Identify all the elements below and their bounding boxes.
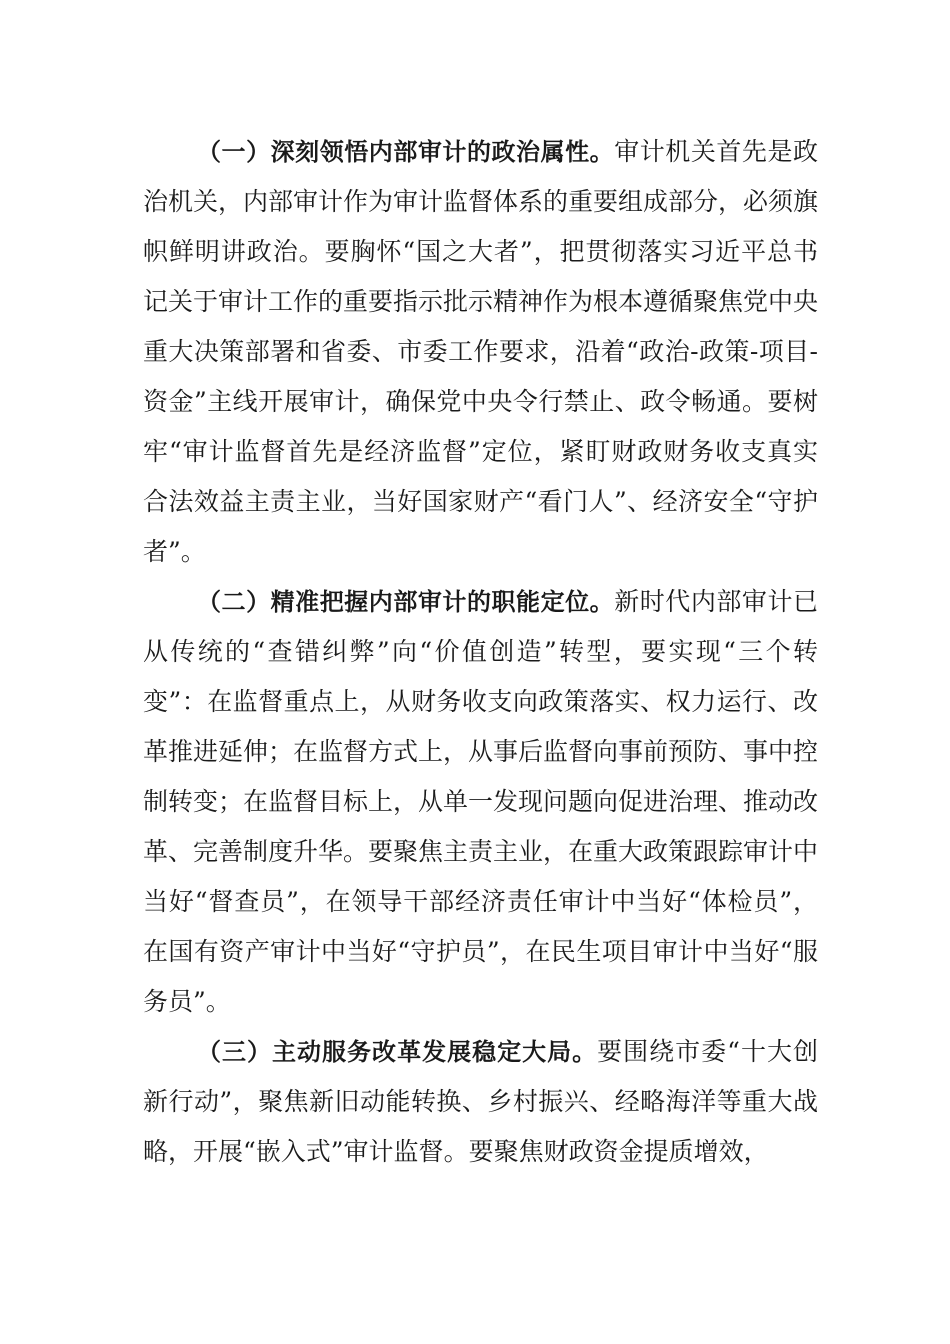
paragraph-2-text: 新时代内部审计已从传统的“查错纠弊”向“价值创造”转型，要实现“三个转变”：在监督重点上，从财务收支向政策落实、权力运行、改革推进延伸；在监督方式上，从事后监督向事前预防、事中控制转变；在监督目标上，从单一发现问题向促进治理、推动改革、完善制度升华。要聚焦主责主业，在重大政策跟踪审计中当好“督查员”，在领导干部经济责任审计中当好“体检员”，在国有资产审计中当好“守护员”，在民生项目审计中当好“服务员”。 <box>143 587 819 1016</box>
paragraph-1-text: 审计机关首先是政治机关，内部审计作为审计监督体系的重要组成部分，必须旗帜鲜明讲政治。要胸怀“国之大者”，把贯彻落实习近平总书记关于审计工作的重要指示批示精神作为根本遵循聚焦党中央重大决策部署和省委、市委工作要求，沿着“政治-政策-项目-资金”主线开展审计，确保党中央令行禁止、政令畅通。要树牢“审计监督首先是经济监督”定位，紧盯财政财务收支真实合法效益主责主业，当好国家财产“看门人”、经济安全“守护者”。 <box>143 137 819 566</box>
paragraph-3-text: 要围绕市委“十大创新行动”，聚焦新旧动能转换、乡村振兴、经略海洋等重大战略，开展“嵌入式”审计监督。要聚焦财政资金提质增效， <box>143 1037 818 1166</box>
paragraph-3 <box>143 1027 818 1177</box>
paragraph-3-heading: （三）主动服务改革发展稳定大局。 <box>197 1038 598 1066</box>
document-body <box>143 127 818 1177</box>
paragraph-1 <box>143 127 818 577</box>
paragraph-2-heading: （二）精准把握内部审计的职能定位。 <box>197 588 615 616</box>
paragraph-2 <box>143 577 818 1027</box>
paragraph-1-heading: （一）深刻领悟内部审计的政治属性。 <box>197 138 615 166</box>
